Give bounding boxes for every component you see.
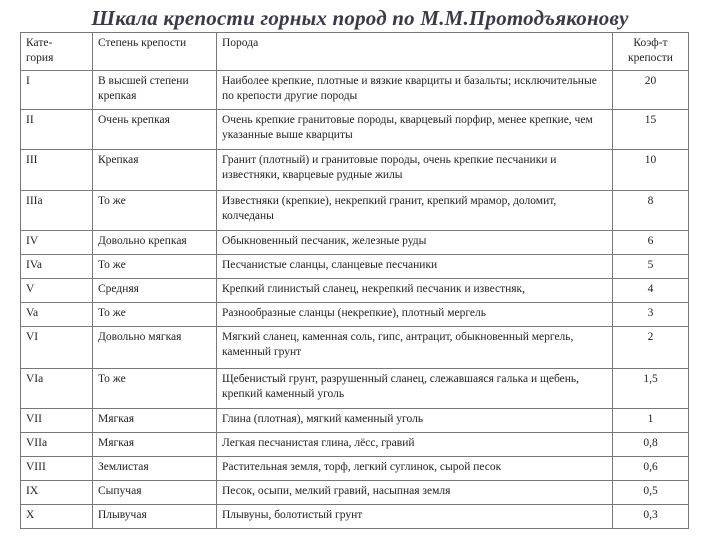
header-rock: Порода	[217, 33, 613, 71]
cell-coef: 3	[613, 303, 689, 327]
cell-rock: Щебенистый грунт, разрушенный сланец, слежавшаяся галька и щебень, крепкий каменный уголь	[217, 369, 613, 409]
cell-category: X	[21, 505, 93, 529]
cell-category: VI	[21, 327, 93, 369]
cell-coef: 1	[613, 409, 689, 433]
cell-rock: Песок, осыпи, мелкий гравий, насыпная земля	[217, 481, 613, 505]
cell-degree: Очень крепкая	[93, 110, 217, 150]
cell-coef: 15	[613, 110, 689, 150]
cell-category: IVa	[21, 255, 93, 279]
cell-rock: Растительная земля, торф, легкий суглинок, сырой песок	[217, 457, 613, 481]
cell-degree: То же	[93, 191, 217, 231]
table-row	[21, 71, 689, 110]
page-title: Шкала крепости горных пород по М.М.Протодъяконову	[91, 6, 629, 30]
cell-rock: Разнообразные сланцы (некрепкие), плотный мергель	[217, 303, 613, 327]
header-category: Кате- гория	[21, 33, 93, 71]
cell-coef: 8	[613, 191, 689, 231]
cell-degree: Средняя	[93, 279, 217, 303]
cell-category: IV	[21, 231, 93, 255]
table-row	[21, 110, 689, 150]
cell-degree: Плывучая	[93, 505, 217, 529]
table-row	[21, 481, 689, 505]
table-header-row	[21, 33, 689, 71]
cell-rock: Наиболее крепкие, плотные и вязкие кварциты и базальты; исключительные по крепости другие породы	[217, 71, 613, 110]
cell-rock: Крепкий глинистый сланец, некрепкий песчаник и известняк,	[217, 279, 613, 303]
cell-degree: Мягкая	[93, 409, 217, 433]
table-row	[21, 231, 689, 255]
cell-degree: То же	[93, 303, 217, 327]
cell-category: VIa	[21, 369, 93, 409]
table-row	[21, 303, 689, 327]
cell-category: I	[21, 71, 93, 110]
cell-rock: Плывуны, болотистый грунт	[217, 505, 613, 529]
cell-degree: То же	[93, 255, 217, 279]
rock-strength-table	[20, 32, 689, 529]
cell-category: V	[21, 279, 93, 303]
cell-coef: 2	[613, 327, 689, 369]
cell-coef: 0,5	[613, 481, 689, 505]
cell-degree: В высшей степени крепкая	[93, 71, 217, 110]
cell-rock: Глина (плотная), мягкий каменный уголь	[217, 409, 613, 433]
table-row	[21, 457, 689, 481]
table-row	[21, 505, 689, 529]
cell-rock: Песчанистые сланцы, сланцевые песчаники	[217, 255, 613, 279]
cell-category: VIII	[21, 457, 93, 481]
cell-category: III	[21, 150, 93, 191]
table-row	[21, 191, 689, 231]
cell-category: II	[21, 110, 93, 150]
cell-coef: 4	[613, 279, 689, 303]
cell-rock: Мягкий сланец, каменная соль, гипс, антрацит, обыкновенный мергель, каменный грунт	[217, 327, 613, 369]
cell-degree: То же	[93, 369, 217, 409]
cell-coef: 20	[613, 71, 689, 110]
cell-coef: 10	[613, 150, 689, 191]
cell-rock: Легкая песчанистая глина, лёсс, гравий	[217, 433, 613, 457]
cell-category: VIIa	[21, 433, 93, 457]
cell-rock: Гранит (плотный) и гранитовые породы, очень крепкие песчаники и известняки, кварцевые рудные жилы	[217, 150, 613, 191]
header-strength: Степень крепости	[93, 33, 217, 71]
table-row	[21, 369, 689, 409]
cell-degree: Довольно крепкая	[93, 231, 217, 255]
cell-coef: 1,5	[613, 369, 689, 409]
cell-category: Va	[21, 303, 93, 327]
cell-coef: 0,6	[613, 457, 689, 481]
cell-category: VII	[21, 409, 93, 433]
cell-coef: 6	[613, 231, 689, 255]
cell-degree: Мягкая	[93, 433, 217, 457]
table-row	[21, 150, 689, 191]
header-coef: Коэф-т крепости	[613, 33, 689, 71]
cell-rock: Обыкновенный песчаник, железные руды	[217, 231, 613, 255]
table-row	[21, 279, 689, 303]
table-row	[21, 255, 689, 279]
cell-rock: Очень крепкие гранитовые породы, кварцевый порфир, менее крепкие, чем указанные выше кварциты	[217, 110, 613, 150]
cell-coef: 5	[613, 255, 689, 279]
cell-coef: 0,3	[613, 505, 689, 529]
table-row	[21, 433, 689, 457]
cell-degree: Землистая	[93, 457, 217, 481]
table-row	[21, 409, 689, 433]
cell-rock: Известняки (крепкие), некрепкий гранит, крепкий мрамор, доломит, колчеданы	[217, 191, 613, 231]
cell-coef: 0,8	[613, 433, 689, 457]
cell-category: IX	[21, 481, 93, 505]
cell-degree: Сыпучая	[93, 481, 217, 505]
cell-category: IIIa	[21, 191, 93, 231]
table-row	[21, 327, 689, 369]
cell-degree: Довольно мягкая	[93, 327, 217, 369]
cell-degree: Крепкая	[93, 150, 217, 191]
